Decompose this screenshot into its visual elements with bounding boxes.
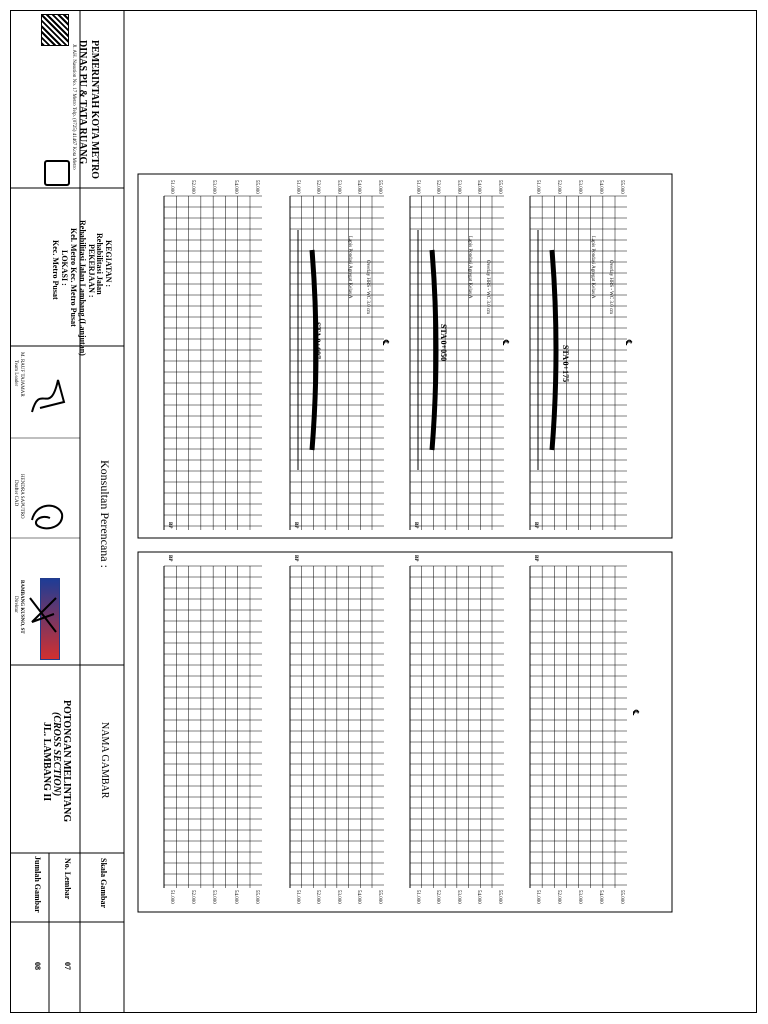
- elevation-label: 51.000: [169, 180, 174, 194]
- elevation-label: 51.000: [535, 890, 540, 904]
- elevation-label: 53.000: [211, 180, 217, 194]
- bp-marker: BP: [293, 555, 298, 562]
- lokasi-label: LOKASI :: [60, 250, 69, 286]
- signature-2: [28, 500, 68, 536]
- sig1-role: Team Leader: [13, 360, 18, 387]
- overlay-annotation: Overlay HRS - WC 3.0 cm: [365, 260, 370, 315]
- sta-label-3: STA 0+097: [313, 322, 322, 360]
- skala-label: Skala Gambar: [99, 858, 108, 909]
- elevation-label: 55.000: [496, 180, 502, 194]
- elevation-label: 54.000: [476, 180, 482, 194]
- elevation-label: 55.000: [619, 180, 624, 194]
- nama-gambar-label: NAMA GAMBAR: [99, 722, 110, 799]
- seal-icon: [44, 160, 70, 186]
- elevation-label: 53.000: [577, 890, 582, 904]
- sta-label-1: STA 0+175: [561, 345, 570, 383]
- bp-marker: BP: [533, 522, 538, 529]
- elevation-label: 54.000: [356, 890, 362, 904]
- nama-gambar-1: POTONGAN MELINTANG: [61, 700, 72, 823]
- pekerjaan-value-2: Kel. Metro Kec. Metro Pusat: [69, 228, 78, 327]
- sig3-role: Direktur: [13, 596, 18, 613]
- elevation-label: 54.000: [598, 890, 603, 904]
- elevation-label: 51.000: [169, 890, 174, 904]
- elevation-label: 52.000: [190, 180, 196, 194]
- elevation-label: 52.000: [556, 890, 561, 904]
- bp-marker: BP: [413, 522, 418, 529]
- elevation-label: 52.000: [556, 180, 561, 194]
- pondasi-annotation: Lapis Pondasi Agregat Kelas A: [347, 236, 352, 299]
- pondasi-annotation: Lapis Pondasi Agregat Kelas A: [467, 236, 472, 299]
- bp-marker: BP: [167, 522, 172, 529]
- elevation-label: 53.000: [211, 890, 217, 904]
- elevation-label: 53.000: [455, 890, 461, 904]
- bp-marker: BP: [533, 555, 538, 562]
- elevation-label: 52.000: [435, 890, 441, 904]
- nama-gambar-3: JL. LAMBANG II: [41, 722, 52, 802]
- elevation-label: 55.000: [619, 890, 624, 904]
- pekerjaan-value-1: Rehabilitasi Jalan Lambang (Lanjutan): [78, 220, 87, 356]
- elevation-label: 55.000: [253, 180, 259, 194]
- sig2-role: Drafter CAD: [13, 480, 18, 507]
- agency-logo: [41, 14, 69, 46]
- elevation-label: 52.000: [315, 890, 321, 904]
- elevation-label: 55.000: [496, 890, 502, 904]
- jumlah-value: 08: [33, 962, 42, 970]
- kegiatan-label: KEGIATAN :: [104, 240, 113, 288]
- sig1-name: M. RAUF TAJAMAR: [19, 352, 24, 397]
- no-lembar-value: 07: [63, 962, 72, 970]
- elevation-label: 55.000: [376, 180, 382, 194]
- elevation-label: 54.000: [356, 180, 362, 194]
- elevation-label: 53.000: [455, 180, 461, 194]
- lokasi-value: Kec. Metro Pusat: [51, 240, 60, 300]
- elevation-label: 51.000: [415, 180, 420, 194]
- elevation-label: 55.000: [376, 890, 382, 904]
- sta-label-2: STA 0+050: [439, 324, 448, 362]
- jumlah-label: Jumlah Gambar: [33, 856, 42, 913]
- agency-name-2: DINAS PU & TATA RUANG: [77, 40, 88, 165]
- overlay-annotation: Overlay HRS - WC 3.0 cm: [485, 260, 490, 315]
- elevation-label: 51.000: [295, 890, 300, 904]
- kegiatan-value: Rehabilitasi Jalan: [95, 233, 104, 295]
- elevation-label: 51.000: [535, 180, 540, 194]
- agency-address: Jl. AH. Nasution No. 17 Metro Telp. (0725) 41467 Kota Metro: [71, 44, 76, 170]
- elevation-label: 52.000: [435, 180, 441, 194]
- centerline-marker: ℄: [501, 340, 510, 346]
- bp-marker: BP: [413, 555, 418, 562]
- signature-3: [26, 592, 62, 638]
- centerline-marker: ℄: [624, 340, 633, 346]
- elevation-label: 53.000: [335, 890, 341, 904]
- agency-name-1: PEMERINTAH KOTA METRO: [89, 40, 100, 180]
- elevation-label: 54.000: [476, 890, 482, 904]
- elevation-label: 52.000: [190, 890, 196, 904]
- konsultan-label: Konsultan Perencana :: [98, 460, 112, 568]
- elevation-label: 54.000: [232, 180, 238, 194]
- bp-marker: BP: [167, 555, 172, 562]
- elevation-label: 54.000: [232, 890, 238, 904]
- centerline-marker: ℄: [631, 710, 640, 716]
- elevation-label: 52.000: [315, 180, 321, 194]
- elevation-label: 53.000: [335, 180, 341, 194]
- elevation-label: 53.000: [577, 180, 582, 194]
- pondasi-annotation: Lapis Pondasi Agregat Kelas A: [590, 236, 595, 299]
- elevation-label: 51.000: [295, 180, 300, 194]
- bp-marker: BP: [293, 522, 298, 529]
- overlay-annotation: Overlay HRS - WC 3.0 cm: [608, 260, 613, 315]
- centerline-marker: ℄: [381, 340, 390, 346]
- nama-gambar-2: (CROSS SECTION): [51, 712, 62, 797]
- sig3-name: BAMBANG KUSNO, ST: [19, 580, 24, 634]
- elevation-label: 51.000: [415, 890, 420, 904]
- sig2-name: HENDRA SAPUTRO: [19, 474, 24, 519]
- pekerjaan-label: PEKERJAAN :: [87, 244, 96, 298]
- elevation-label: 55.000: [253, 890, 259, 904]
- no-lembar-label: No. Lembar: [63, 858, 72, 900]
- elevation-label: 54.000: [598, 180, 603, 194]
- signature-1: [30, 372, 68, 422]
